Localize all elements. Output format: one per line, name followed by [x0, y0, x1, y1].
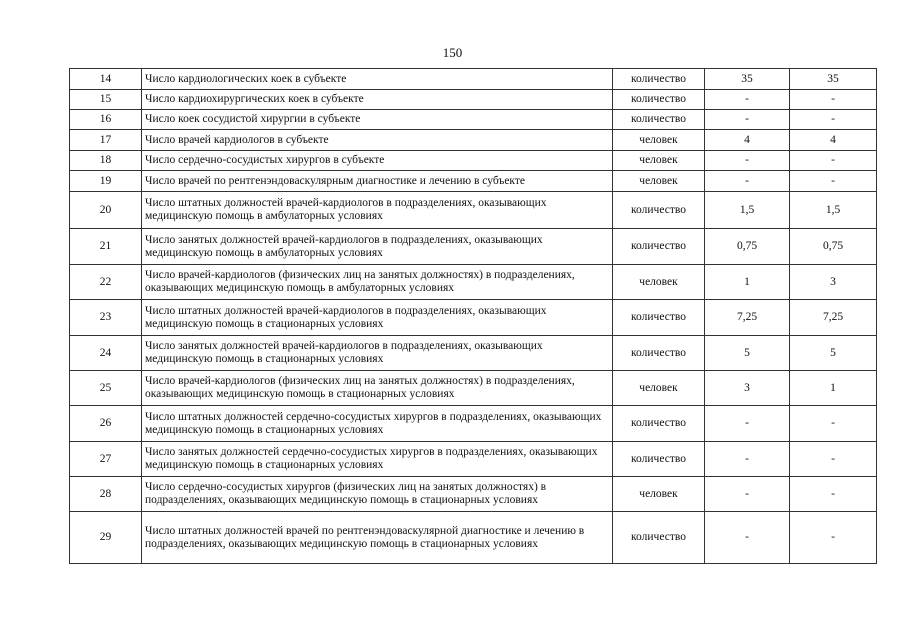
value-column-2: - — [790, 171, 877, 192]
value-column-1: 7,25 — [705, 300, 790, 336]
table-body — [70, 69, 877, 564]
value-column-2: - — [790, 477, 877, 512]
value-column-1: 35 — [705, 69, 790, 90]
indicator-description: Число кардиохирургических коек в субъекте — [142, 90, 613, 110]
value-column-1: - — [705, 110, 790, 130]
value-column-1: 0,75 — [705, 229, 790, 265]
unit-of-measure: количество — [613, 336, 705, 371]
value-column-1: 1,5 — [705, 192, 790, 229]
unit-of-measure: количество — [613, 90, 705, 110]
value-column-2: 4 — [790, 130, 877, 151]
value-column-1: 4 — [705, 130, 790, 151]
value-column-2: - — [790, 110, 877, 130]
unit-of-measure: человек — [613, 151, 705, 171]
row-number: 20 — [70, 192, 142, 229]
unit-of-measure: количество — [613, 192, 705, 229]
value-column-2: - — [790, 90, 877, 110]
value-column-2: - — [790, 406, 877, 442]
indicator-description: Число коек сосудистой хирургии в субъекте — [142, 110, 613, 130]
value-column-1: - — [705, 406, 790, 442]
table-row — [70, 300, 877, 336]
row-number: 24 — [70, 336, 142, 371]
row-number: 27 — [70, 442, 142, 477]
value-column-1: - — [705, 477, 790, 512]
table-row — [70, 69, 877, 90]
page-number: 150 — [442, 45, 463, 60]
row-number: 16 — [70, 110, 142, 130]
indicator-description: Число штатных должностей врачей-кардиологов в подразделениях, оказывающих медицинскую помощь в стационарных условиях — [142, 300, 613, 336]
unit-of-measure: количество — [613, 110, 705, 130]
row-number: 21 — [70, 229, 142, 265]
unit-of-measure: человек — [613, 477, 705, 512]
value-column-2: 7,25 — [790, 300, 877, 336]
row-number: 25 — [70, 371, 142, 406]
value-column-1: - — [705, 442, 790, 477]
unit-of-measure: количество — [613, 512, 705, 564]
indicator-description: Число занятых должностей врачей-кардиологов в подразделениях, оказывающих медицинскую помощь в стационарных условиях — [142, 336, 613, 371]
value-column-2: 1 — [790, 371, 877, 406]
table-row — [70, 336, 877, 371]
indicators-table — [69, 68, 877, 564]
value-column-1: - — [705, 151, 790, 171]
row-number: 29 — [70, 512, 142, 564]
row-number: 19 — [70, 171, 142, 192]
value-column-2: - — [790, 151, 877, 171]
row-number: 23 — [70, 300, 142, 336]
indicator-description: Число сердечно-сосудистых хирургов (физических лиц на занятых должностях) в подразделениях, оказывающих медицинскую помощь в стационарных условиях — [142, 477, 613, 512]
indicator-description: Число штатных должностей врачей-кардиологов в подразделениях, оказывающих медицинскую помощь в амбулаторных условиях — [142, 192, 613, 229]
value-column-2: - — [790, 512, 877, 564]
row-number: 26 — [70, 406, 142, 442]
table-row — [70, 442, 877, 477]
table-row — [70, 371, 877, 406]
row-number: 22 — [70, 265, 142, 300]
unit-of-measure: количество — [613, 69, 705, 90]
unit-of-measure: количество — [613, 300, 705, 336]
unit-of-measure: количество — [613, 442, 705, 477]
indicator-description: Число штатных должностей врачей по рентгенэндоваскулярной диагностике и лечению в подразделениях, оказывающих медицинскую помощь в стационарных условиях — [142, 512, 613, 564]
unit-of-measure: человек — [613, 130, 705, 151]
unit-of-measure: человек — [613, 171, 705, 192]
value-column-2: 5 — [790, 336, 877, 371]
value-column-1: - — [705, 90, 790, 110]
indicator-description: Число сердечно-сосудистых хирургов в субъекте — [142, 151, 613, 171]
table-row — [70, 229, 877, 265]
row-number: 28 — [70, 477, 142, 512]
value-column-2: 3 — [790, 265, 877, 300]
table-row — [70, 477, 877, 512]
table-row — [70, 130, 877, 151]
indicator-description: Число врачей-кардиологов (физических лиц на занятых должностях) в подразделениях, оказывающих медицинскую помощь в амбулаторных условиях — [142, 265, 613, 300]
indicator-description: Число врачей по рентгенэндоваскулярным диагностике и лечению в субъекте — [142, 171, 613, 192]
unit-of-measure: человек — [613, 371, 705, 406]
value-column-2: 0,75 — [790, 229, 877, 265]
value-column-1: - — [705, 512, 790, 564]
table-row — [70, 406, 877, 442]
indicator-description: Число кардиологических коек в субъекте — [142, 69, 613, 90]
table-row — [70, 512, 877, 564]
indicator-description: Число врачей-кардиологов (физических лиц на занятых должностях) в подразделениях, оказывающих медицинскую помощь в стационарных условиях — [142, 371, 613, 406]
row-number: 15 — [70, 90, 142, 110]
table-row — [70, 110, 877, 130]
table-row — [70, 265, 877, 300]
unit-of-measure: количество — [613, 229, 705, 265]
table-row — [70, 90, 877, 110]
value-column-1: - — [705, 171, 790, 192]
table-row — [70, 192, 877, 229]
value-column-2: 1,5 — [790, 192, 877, 229]
indicator-description: Число штатных должностей сердечно-сосудистых хирургов в подразделениях, оказывающих медицинскую помощь в стационарных условиях — [142, 406, 613, 442]
indicator-description: Число занятых должностей врачей-кардиологов в подразделениях, оказывающих медицинскую помощь в амбулаторных условиях — [142, 229, 613, 265]
indicator-description: Число врачей кардиологов в субъекте — [142, 130, 613, 151]
unit-of-measure: человек — [613, 265, 705, 300]
table-row — [70, 171, 877, 192]
value-column-1: 5 — [705, 336, 790, 371]
row-number: 17 — [70, 130, 142, 151]
value-column-1: 3 — [705, 371, 790, 406]
value-column-1: 1 — [705, 265, 790, 300]
value-column-2: 35 — [790, 69, 877, 90]
indicator-description: Число занятых должностей сердечно-сосудистых хирургов в подразделениях, оказывающих медицинскую помощь в стационарных условиях — [142, 442, 613, 477]
table-row — [70, 151, 877, 171]
unit-of-measure: количество — [613, 406, 705, 442]
row-number: 18 — [70, 151, 142, 171]
value-column-2: - — [790, 442, 877, 477]
row-number: 14 — [70, 69, 142, 90]
